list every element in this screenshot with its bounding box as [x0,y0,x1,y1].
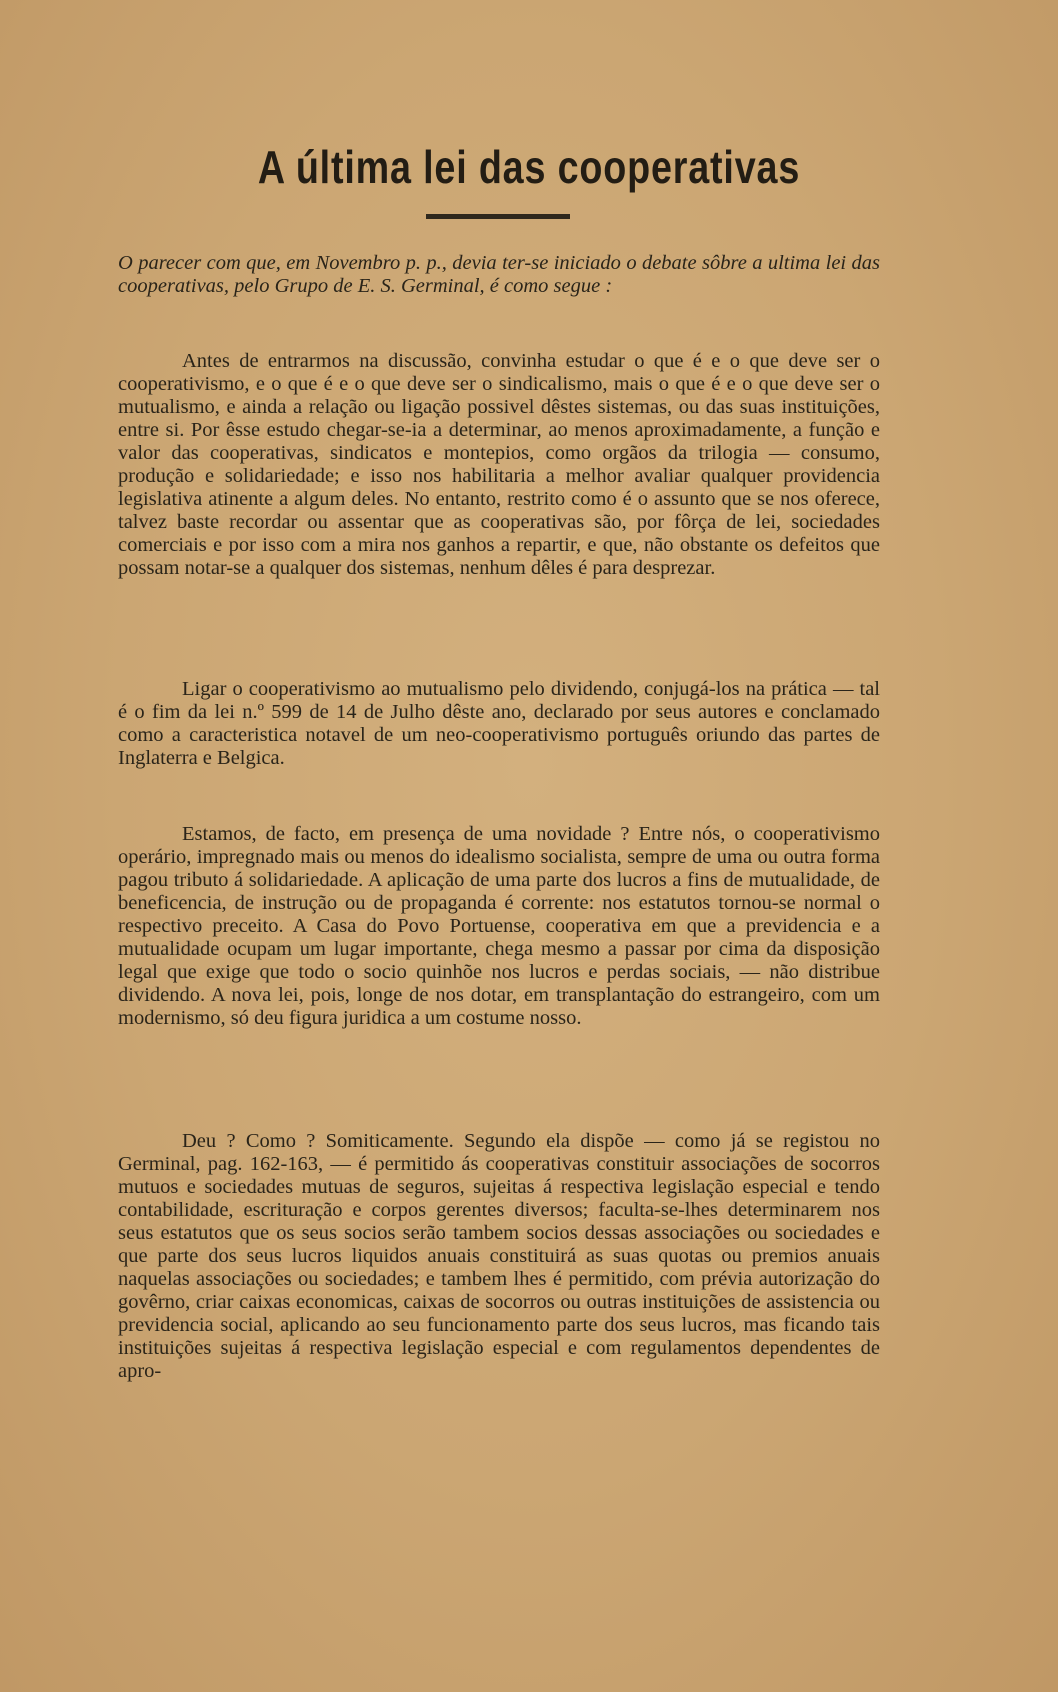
intro-paragraph: O parecer com que, em Novembro p. p., devia ter-se iniciado o debate sôbre a ultima lei das cooperativas, pelo Grupo de E. S. Germinal, é como segue : [118,252,880,297]
body-paragraph-4: Deu ? Como ? Somiticamente. Segundo ela dispõe — como já se registou no Germinal, pag. 162-163, — é permitido ás cooperativas constituir associações de socorros mutuos e sociedades mutuas de seguros, sujeitas á respectiva legislação especial e tendo contabilidade, escrituração e corpos gerentes diversos; faculta-se-lhes determinarem nos seus estatutos que os seus socios serão tambem socios dessas associações ou sociedades e que parte dos seus lucros liquidos anuais constituirá as suas quotas ou premios anuais naquelas associações ou sociedades; e tambem lhes é permitido, com prévia autorização do govêrno, criar caixas economicas, caixas de socorros ou outras instituições de assistencia ou previdencia social, aplicando ao seu funcionamento parte dos seus lucros, mas ficando tais instituições sujeitas á respectiva legislação especial e com regulamentos dependentes de apro- [118,1130,880,1382]
document-title: A última lei das cooperativas [257,141,801,193]
body-paragraph-3: Estamos, de facto, em presença de uma novidade ? Entre nós, o cooperativismo operário, impregnado mais ou menos do idealismo socialista, sempre de uma ou outra forma pagou tributo á solidariedade. A aplicação de uma parte dos lucros a fins de mutualidade, de beneficencia, de instrução ou de propaganda é corrente: nos estatutos tornou-se normal o respectivo preceito. A Casa do Povo Portuense, cooperativa em que a previdencia e a mutualidade ocupam um lugar importante, chega mesmo a passar por cima da disposição legal que exige que todo o socio quinhõe nos lucros e perdas sociais, — não distribue dividendo. A nova lei, pois, longe de nos dotar, em transplantação do estrangeiro, com um modernismo, só deu figura juridica a um costume nosso. [118,823,880,1029]
body-paragraph-1: Antes de entrarmos na discussão, convinha estudar o que é e o que deve ser o cooperativismo, e o que é e o que deve ser o sindicalismo, mais o que é e o que deve ser o mutualismo, e ainda a relação ou ligação possivel dêstes sistemas, ou das suas instituições, entre si. Por êsse estudo chegar-se-ia a determinar, ao menos aproximadamente, a função e valor das cooperativas, sindicatos e montepios, como orgãos da trilogia — consumo, produção e solidariedade; e isso nos habilitaria a melhor avaliar qualquer providencia legislativa atinente a algum deles. No entanto, restrito como é o assunto que se nos oferece, talvez baste recordar ou assentar que as cooperativas são, por fôrça de lei, sociedades comerciais e por isso com a mira nos ganhos a repartir, e que, não obstante os defeitos que possam notar-se a qualquer dos sistemas, nenhum dêles é para desprezar. [118,350,880,579]
title-divider [426,214,570,219]
body-paragraph-2: Ligar o cooperativismo ao mutualismo pelo dividendo, conjugá-los na prática — tal é o fim da lei n.º 599 de 14 de Julho dêste ano, declarado por seus autores e conclamado como a caracteristica notavel de um neo-cooperativismo português oriundo das partes de Inglaterra e Belgica. [118,678,880,769]
